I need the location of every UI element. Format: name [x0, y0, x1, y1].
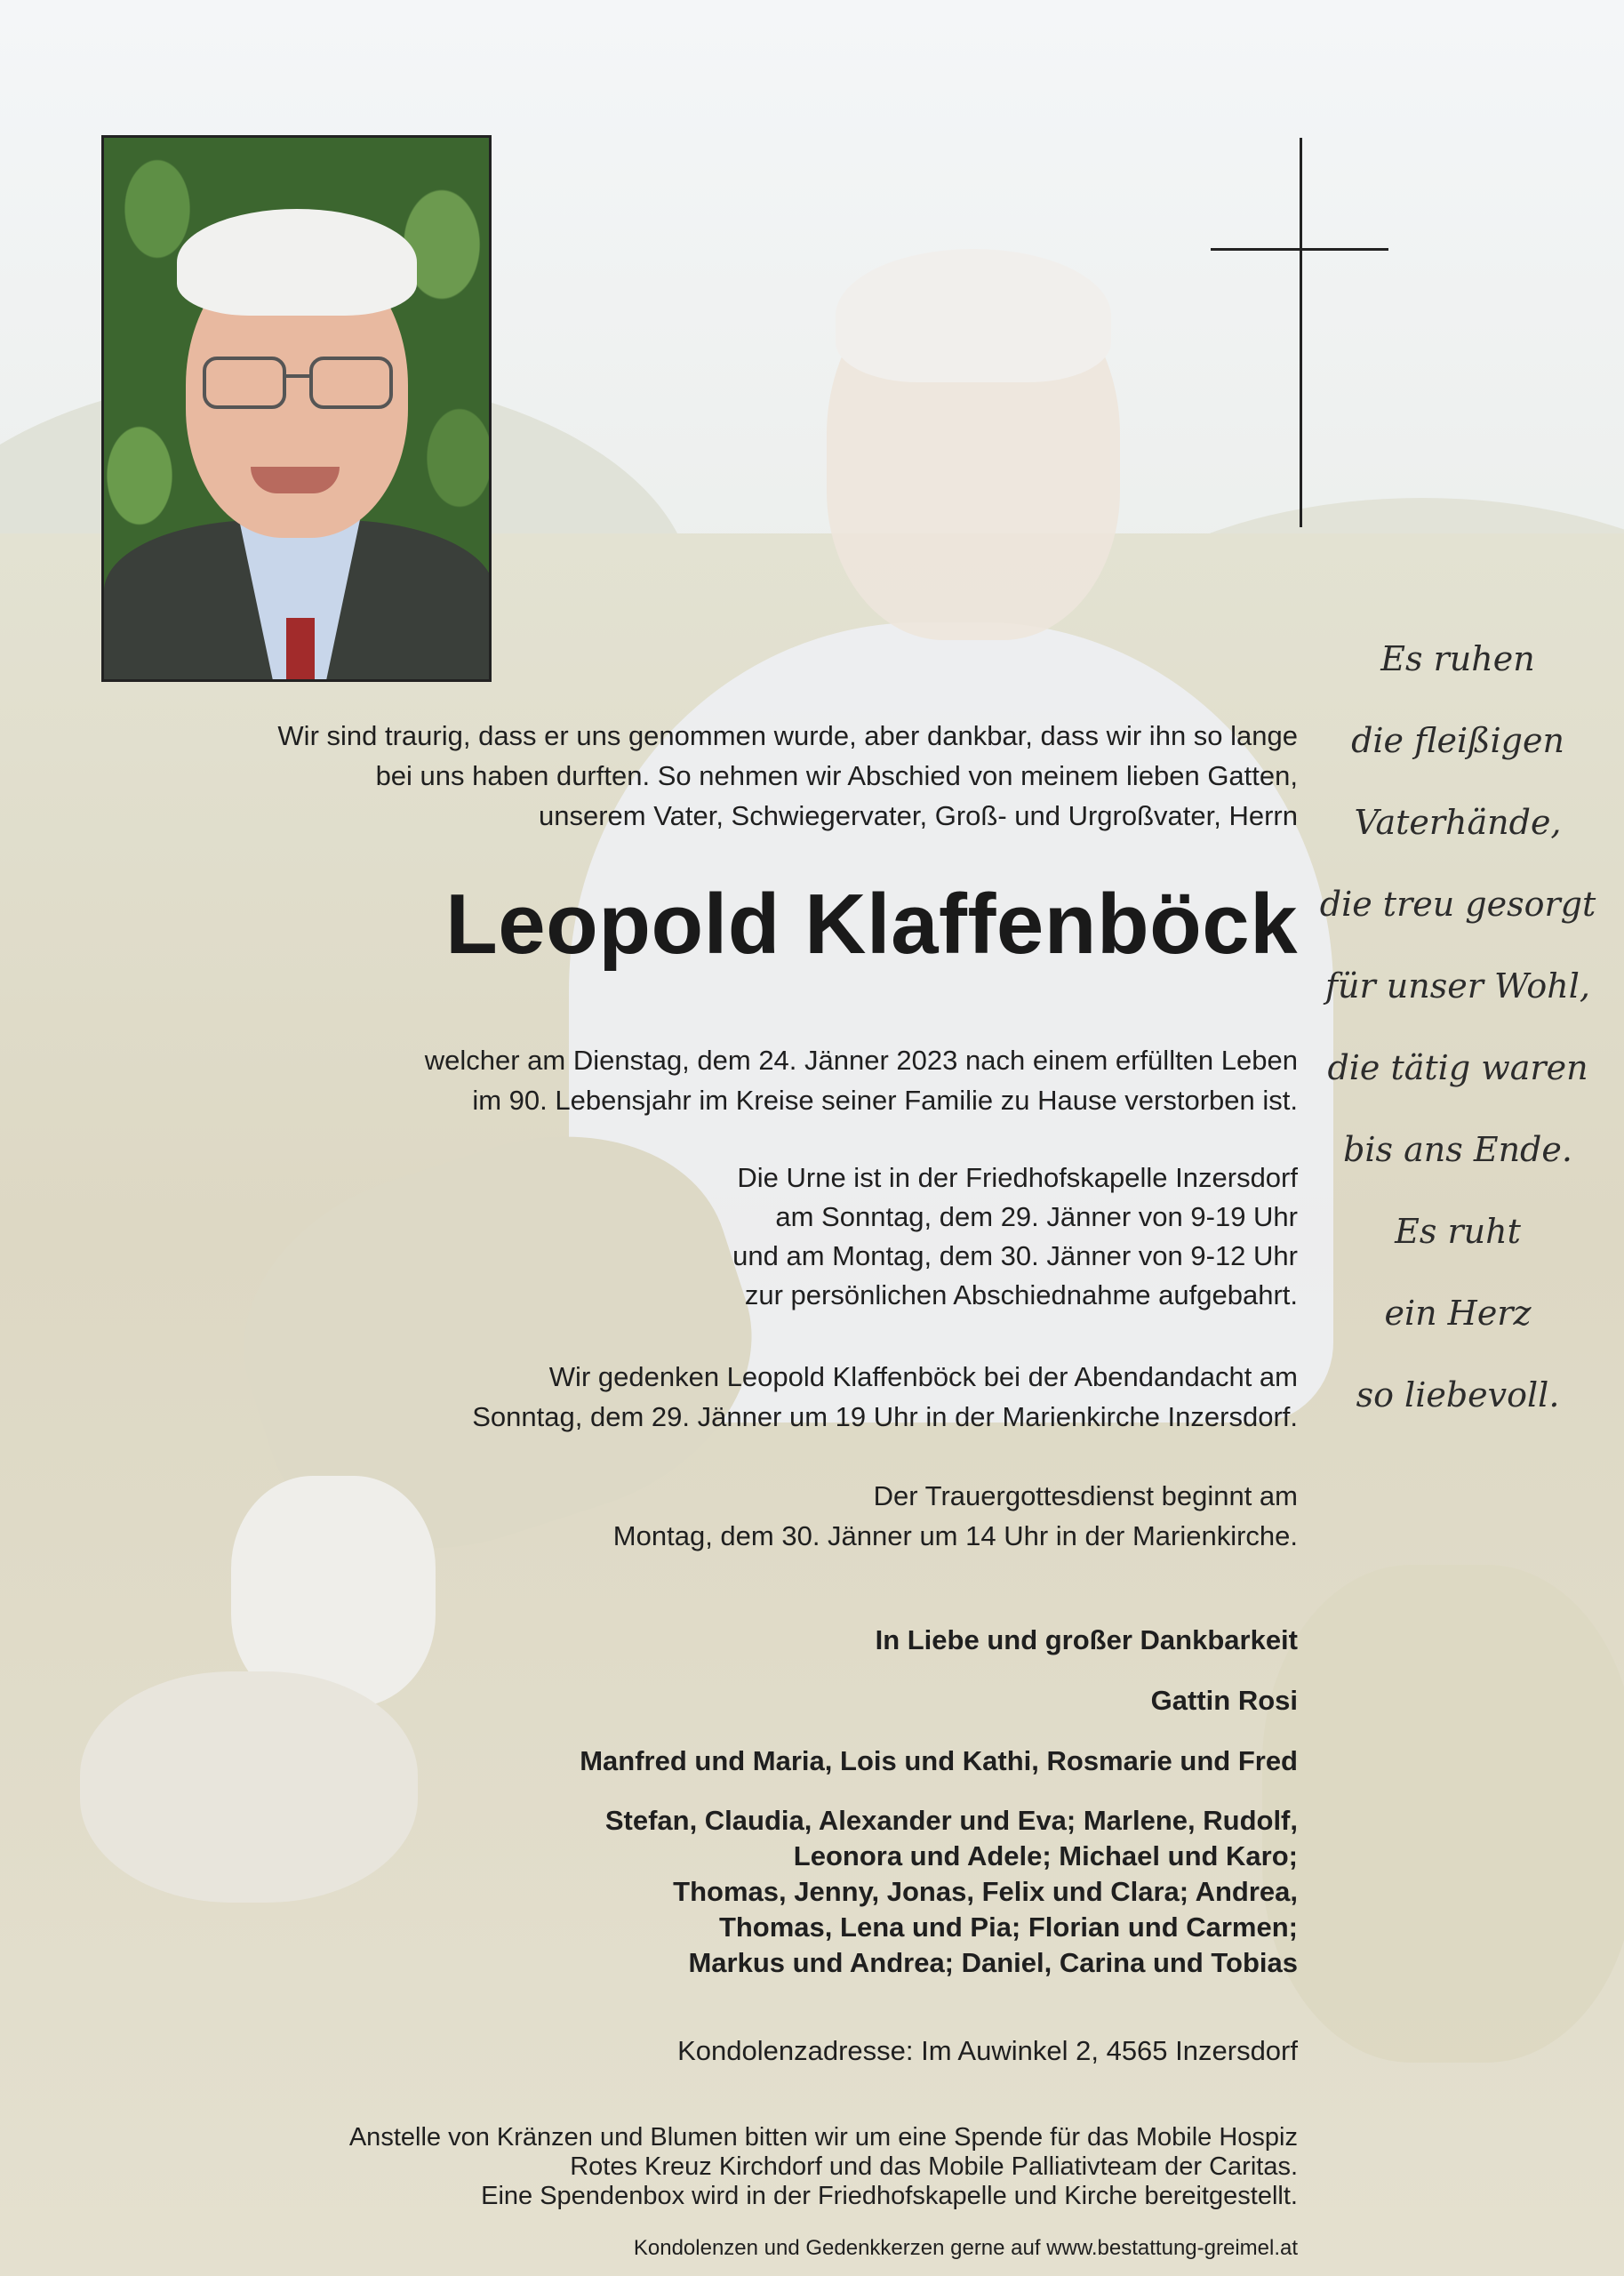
poem-line: für unser Wohl, — [1324, 966, 1591, 1006]
intro-text — [142, 716, 1298, 836]
footer-website: Kondolenzen und Gedenkkerzen gerne auf www.bestattung-greimel.at — [633, 2236, 1298, 2260]
condolence-address: Kondolenzadresse: Im Auwinkel 2, 4565 Inzersdorf — [677, 2035, 1298, 2066]
death-line: welcher am Dienstag, dem 24. Jänner 2023 nach einem erfüllten Leben — [424, 1045, 1298, 1076]
intro-line: bei uns haben durften. So nehmen wir Abschied von meinem lieben Gatten, — [375, 760, 1298, 791]
service-line: Montag, dem 30. Jänner um 14 Uhr in der Marienkirche. — [612, 1520, 1298, 1551]
poem-line: Es ruht — [1395, 1212, 1521, 1251]
poem-line: Vaterhände, — [1354, 803, 1562, 842]
grandchildren-line: Thomas, Jenny, Jonas, Felix und Clara; Andrea, — [673, 1876, 1298, 1907]
urn-viewing-info — [231, 1158, 1298, 1315]
evening-prayer-info — [231, 1357, 1298, 1437]
urn-line: Die Urne ist in der Friedhofskapelle Inzersdorf — [737, 1162, 1298, 1193]
poem-line: ein Herz — [1384, 1294, 1532, 1333]
funeral-service-info — [231, 1476, 1298, 1556]
poem-line: so liebevoll. — [1356, 1375, 1560, 1414]
dedication: In Liebe und großer Dankbarkeit — [875, 1624, 1298, 1655]
death-line: im 90. Lebensjahr im Kreise seiner Familie zu Hause verstorben ist. — [472, 1085, 1298, 1116]
urn-line: und am Montag, dem 30. Jänner von 9-12 Uhr — [732, 1240, 1298, 1271]
prayer-line: Wir gedenken Leopold Klaffenböck bei der Abendandacht am — [548, 1361, 1298, 1392]
portrait-photo — [101, 135, 492, 682]
grandchildren-line: Thomas, Lena und Pia; Florian und Carmen; — [718, 1911, 1298, 1943]
poem — [1307, 618, 1609, 1436]
urn-line: am Sonntag, dem 29. Jänner von 9-19 Uhr — [775, 1201, 1298, 1232]
children-names: Manfred und Maria, Lois und Kathi, Rosmarie und Fred — [580, 1745, 1298, 1776]
poem-line: die tätig waren — [1327, 1048, 1588, 1087]
deceased-name: Leopold Klaffenböck — [445, 877, 1298, 972]
donation-line: Eine Spendenbox wird in der Friedhofskapelle und Kirche bereitgestellt. — [481, 2182, 1298, 2210]
grandchildren-names — [231, 1803, 1298, 1981]
donation-line: Anstelle von Kränzen und Blumen bitten wir um eine Spende für das Mobile Hospiz — [348, 2123, 1298, 2152]
poem-line: die treu gesorgt — [1319, 885, 1596, 924]
spouse-name: Gattin Rosi — [1150, 1685, 1298, 1716]
poem-line: Es ruhen — [1380, 639, 1535, 678]
intro-line: Wir sind traurig, dass er uns genommen wurde, aber dankbar, dass wir ihn so lange — [277, 720, 1298, 751]
intro-line: unserem Vater, Schwiegervater, Groß- und Urgroßvater, Herrn — [539, 800, 1298, 831]
death-notice — [231, 1040, 1298, 1120]
grandchildren-line: Leonora und Adele; Michael und Karo; — [793, 1840, 1298, 1871]
donation-line: Rotes Kreuz Kirchdorf und das Mobile Palliativteam der Caritas. — [570, 2152, 1298, 2181]
grandchildren-line: Markus und Andrea; Daniel, Carina und Tobias — [688, 1947, 1298, 1978]
urn-line: zur persönlichen Abschiednahme aufgebahrt. — [744, 1279, 1298, 1310]
glasses-icon — [200, 351, 396, 413]
prayer-line: Sonntag, dem 29. Jänner um 19 Uhr in der Marienkirche Inzersdorf. — [472, 1401, 1298, 1432]
poem-line: die fleißigen — [1351, 721, 1564, 760]
grandchildren-line: Stefan, Claudia, Alexander und Eva; Marlene, Rudolf, — [604, 1805, 1298, 1836]
poem-line: bis ans Ende. — [1343, 1130, 1572, 1169]
service-line: Der Trauergottesdienst beginnt am — [873, 1480, 1298, 1511]
donation-note — [142, 2123, 1298, 2211]
